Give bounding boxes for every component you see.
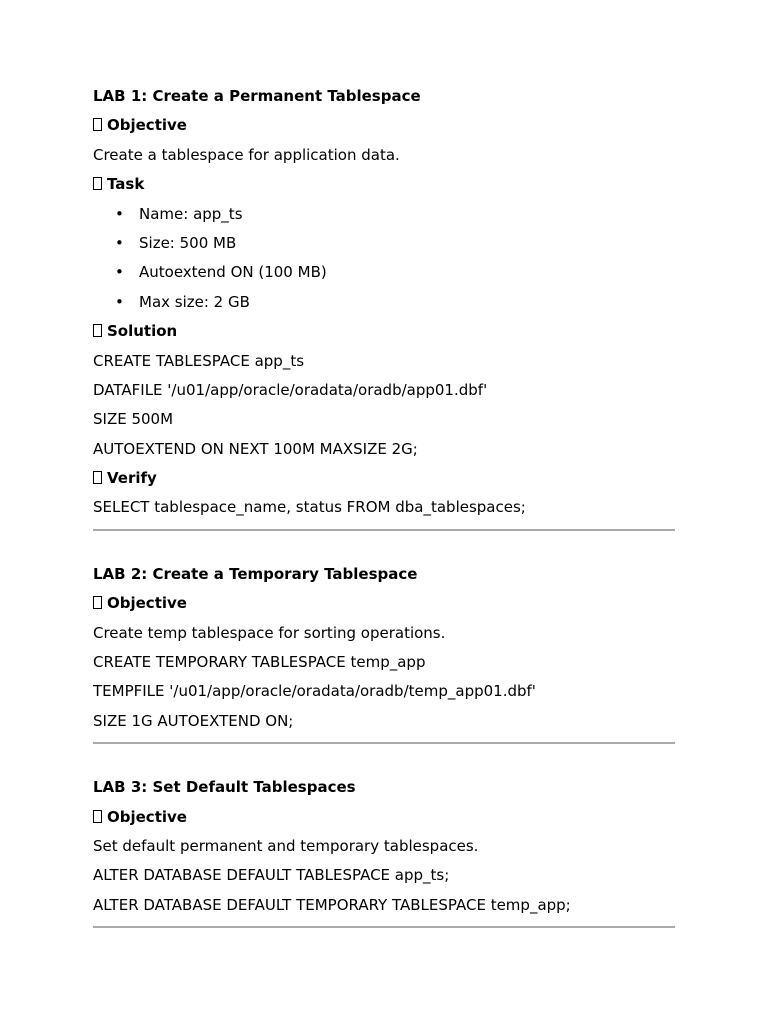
lab-1-task-list xyxy=(93,203,675,321)
code-line: CREATE TEMPORARY TABLESPACE temp_app xyxy=(93,653,426,672)
bullet-icon: • xyxy=(115,263,124,282)
missing-glyph-box-icon xyxy=(93,596,102,609)
lab-2-objective-heading-label: Objective xyxy=(107,594,187,613)
bullet-icon: • xyxy=(115,292,124,311)
lab-1-solution-heading xyxy=(93,320,675,349)
lab-2-objective-heading xyxy=(93,592,675,621)
code-line: TEMPFILE '/u01/app/oracle/oradata/oradb/temp_app01.dbf' xyxy=(93,682,536,701)
bullet-icon: • xyxy=(115,233,124,252)
lab-1-verify-heading xyxy=(93,467,675,496)
code-line: CREATE TABLESPACE app_ts xyxy=(93,351,305,370)
lab-2-title: LAB 2: Create a Temporary Tablespace xyxy=(93,564,418,583)
list-item xyxy=(93,291,675,320)
list-item xyxy=(93,203,675,232)
code-line: SIZE 1G AUTOEXTEND ON; xyxy=(93,711,294,730)
lab-1-task-heading-label: Task xyxy=(107,175,145,194)
code-line: SELECT tablespace_name, status FROM dba_tablespaces; xyxy=(93,498,526,517)
code-line: AUTOEXTEND ON NEXT 100M MAXSIZE 2G; xyxy=(93,439,418,458)
code-line: DATAFILE '/u01/app/oracle/oradata/oradb/app01.dbf' xyxy=(93,380,488,399)
list-item-text: Max size: 2 GB xyxy=(139,292,250,311)
lab-1-verify-heading-label: Verify xyxy=(107,469,157,488)
list-item-text: Size: 500 MB xyxy=(139,233,237,252)
list-item xyxy=(93,232,675,261)
lab-1-objective-heading xyxy=(93,114,675,143)
lab-1-task-heading xyxy=(93,173,675,202)
list-item xyxy=(93,261,675,290)
list-item-text: Name: app_ts xyxy=(139,204,243,223)
missing-glyph-box-icon xyxy=(93,471,102,484)
lab-2-section xyxy=(93,563,675,744)
lab-3-title: LAB 3: Set Default Tablespaces xyxy=(93,778,356,797)
lab-2-objective-text: Create temp tablespace for sorting operations. xyxy=(93,623,446,642)
document-page xyxy=(93,85,675,928)
lab-3-objective-heading xyxy=(93,806,675,835)
code-line: ALTER DATABASE DEFAULT TABLESPACE app_ts; xyxy=(93,866,450,885)
missing-glyph-box-icon xyxy=(93,118,102,131)
lab-3-objective-text: Set default permanent and temporary tablespaces. xyxy=(93,836,479,855)
lab-1-section xyxy=(93,85,675,531)
missing-glyph-box-icon xyxy=(93,324,102,337)
bullet-icon: • xyxy=(115,204,124,223)
missing-glyph-box-icon xyxy=(93,810,102,823)
code-line: SIZE 500M xyxy=(93,410,174,429)
list-item-text: Autoextend ON (100 MB) xyxy=(139,263,327,282)
section-divider xyxy=(93,926,675,928)
lab-1-solution-heading-label: Solution xyxy=(107,322,178,341)
code-line: ALTER DATABASE DEFAULT TEMPORARY TABLESPACE temp_app; xyxy=(93,895,571,914)
lab-3-section xyxy=(93,776,675,928)
lab-1-objective-heading-label: Objective xyxy=(107,116,187,135)
missing-glyph-box-icon xyxy=(93,177,102,190)
lab-3-objective-heading-label: Objective xyxy=(107,807,187,826)
lab-1-title: LAB 1: Create a Permanent Tablespace xyxy=(93,87,421,105)
lab-1-objective-text: Create a tablespace for application data. xyxy=(93,145,400,164)
